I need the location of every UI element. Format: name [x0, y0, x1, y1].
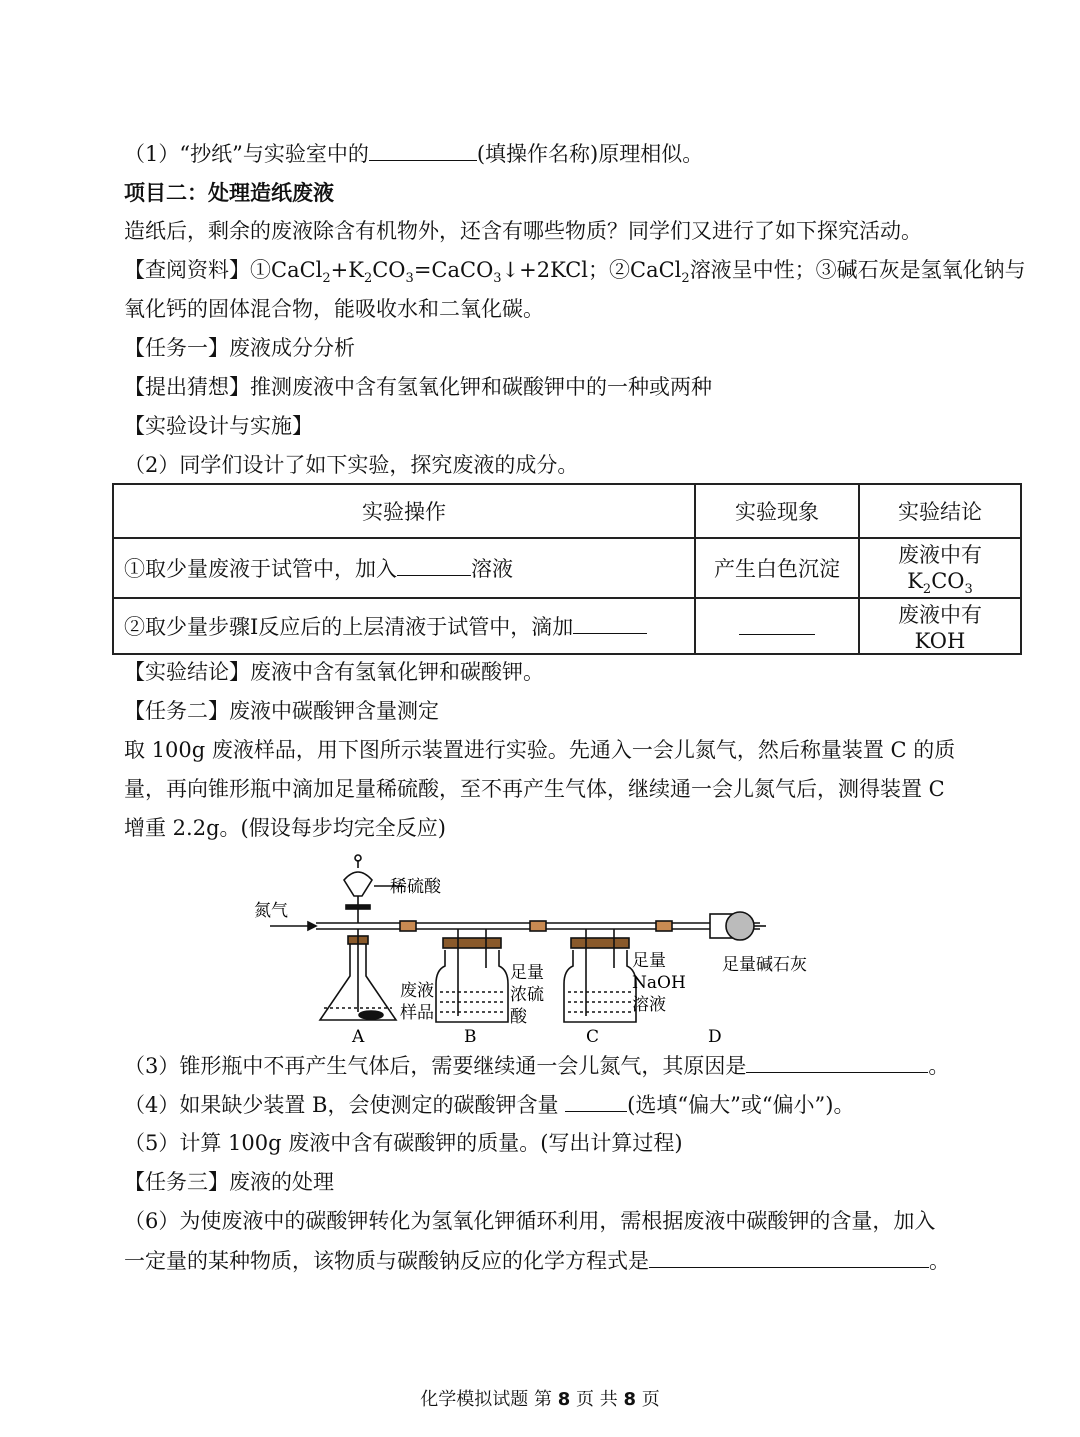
task-2-heading: 【任务二】废液中碳酸钾含量测定 — [124, 699, 439, 723]
label-c-2: NaOH — [632, 973, 686, 993]
question-6-line-2: 一定量的某种物质，该物质与碳酸钠反应的化学方程式是 。 — [124, 1245, 950, 1276]
row2-conclusion: 废液中有 KOH — [859, 598, 1021, 654]
header-operation: 实验操作 — [113, 484, 695, 538]
task-3-heading: 【任务三】废液的处理 — [124, 1170, 334, 1194]
label-sample-2: 样品 — [400, 1003, 434, 1023]
task-2-text-2: 量，再向锥形瓶中滴加足量稀硫酸，至不再产生气体，继续通一会儿氮气后，测得装置 C — [124, 777, 945, 801]
label-b-2: 浓硫 — [510, 985, 544, 1005]
row2-phenomenon — [695, 598, 859, 654]
question-1: （1）“抄纸”与实验室中的 (填操作名称)原理相似。 — [124, 138, 703, 169]
label-d-letter: D — [708, 1027, 722, 1047]
label-c-1: 足量 — [632, 951, 666, 971]
hypothesis-line: 【提出猜想】推测废液中含有氢氧化钾和碳酸钾中的一种或两种 — [124, 375, 712, 399]
experiment-conclusion: 【实验结论】废液中含有氢氧化钾和碳酸钾。 — [124, 660, 544, 684]
label-b-3: 酸 — [510, 1007, 527, 1027]
reference-line-2: 氧化钙的固体混合物，能吸收水和二氧化碳。 — [124, 297, 544, 321]
project-2-heading: 项目二：处理造纸废液 — [124, 181, 334, 205]
reagent-blank[interactable] — [397, 553, 471, 576]
row1-phenomenon: 产生白色沉淀 — [695, 538, 859, 598]
question-5: （5）计算 100g 废液中含有碳酸钾的质量。(写出计算过程) — [124, 1131, 683, 1155]
label-d: 足量碱石灰 — [722, 955, 807, 975]
label-b-1: 足量 — [510, 963, 544, 983]
label-sample-1: 废液 — [400, 981, 434, 1001]
label-nitrogen: 氮气 — [254, 901, 288, 921]
task-2-text-1: 取 100g 废液样品，用下图所示装置进行实验。先通入一会儿氮气，然后称量装置 C 的质 — [124, 738, 956, 762]
task-1-heading: 【任务一】废液成分分析 — [124, 336, 355, 360]
answer-blank[interactable] — [369, 138, 477, 161]
row2-operation: ②取少量步骤Ⅰ反应后的上层清液于试管中，滴加 — [113, 598, 695, 654]
row1-operation: ①取少量废液于试管中，加入 溶液 — [113, 538, 695, 598]
intro-paragraph: 造纸后，剩余的废液除含有机物外，还含有哪些物质？同学们又进行了如下探究活动。 — [124, 219, 922, 243]
header-phenomenon: 实验现象 — [695, 484, 859, 538]
reference-line-1: 【查阅资料】$①CaCl_2+K_2CO_3=CaCO_3↓+2KCl$；②CaCl$_2$溶液呈中性；③碱石灰是氢氧化钠与 — [124, 258, 1026, 287]
table-row — [113, 598, 1021, 654]
apparatus-diagram — [240, 850, 830, 1050]
question-2: （2）同学们设计了如下实验，探究废液的成分。 — [124, 453, 579, 477]
label-c-3: 溶液 — [632, 995, 666, 1015]
experiment-table — [112, 483, 1022, 655]
question-3: （3）锥形瓶中不再产生气体后，需要继续通一会儿氮气，其原因是 。 — [124, 1050, 949, 1081]
table-row — [113, 538, 1021, 598]
label-b-letter: B — [464, 1027, 477, 1047]
task-2-text-3: 增重 2.2g。(假设每步均完全反应) — [124, 816, 446, 840]
design-heading: 【实验设计与实施】 — [124, 414, 313, 438]
page-footer: 化学模拟试题 第 8 页 共 8 页 — [420, 1389, 660, 1410]
label-acid: 稀硫酸 — [390, 877, 441, 897]
answer-blank[interactable] — [565, 1089, 627, 1112]
table-header-row — [113, 484, 1021, 538]
row1-conclusion: 废液中有 $K_2CO_3$ — [859, 538, 1021, 598]
label-c-letter: C — [586, 1027, 600, 1047]
phenomenon-blank[interactable] — [739, 612, 815, 635]
header-conclusion: 实验结论 — [859, 484, 1021, 538]
question-4: （4）如果缺少装置 B，会使测定的碳酸钾含量 (选填“偏大”或“偏小”)。 — [124, 1089, 855, 1120]
reagent-blank[interactable] — [573, 611, 647, 634]
label-a-letter: A — [352, 1027, 365, 1047]
answer-blank[interactable] — [649, 1245, 929, 1268]
answer-blank[interactable] — [746, 1050, 928, 1073]
question-6-line-1: （6）为使废液中的碳酸钾转化为氢氧化钾循环利用，需根据废液中碳酸钾的含量，加入 — [124, 1209, 936, 1233]
